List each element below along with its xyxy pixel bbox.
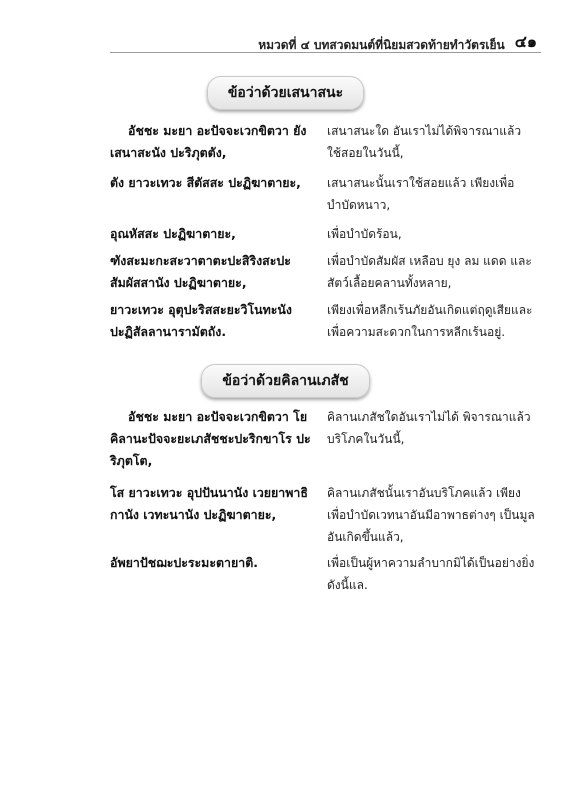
thai-translation: เสนาสนะนั้นเราใช้สอยแล้ว เพียงเพื่อบำบัดหนาว,	[327, 176, 515, 212]
thai-translation: คิลานเภสัชนั้นเราอันบริโภคแล้ว เพียงเพื่อบำบัดเวทนาอันมีอาพาธต่างๆ เป็นมูลอันเกิดขึ้นแล้ว,	[327, 486, 535, 544]
verse-row	[110, 406, 540, 472]
verse-row	[110, 552, 540, 596]
header-divider	[110, 52, 541, 53]
verse-row	[110, 299, 540, 343]
page-number: ๔๑	[514, 32, 537, 51]
verse-row	[110, 223, 540, 245]
section-heading-wrap	[0, 76, 571, 110]
thai-translation: เพื่อบำบัดร้อน,	[327, 227, 402, 241]
section-heading-wrap	[0, 364, 571, 398]
pali-text: ฑังสะมะกะสะวาตาตะปะสิริงสะปะสัมผัสสานัง ปะฏิฆาตายะ,	[110, 253, 291, 290]
thai-translation: คิลานเภสัชใดอันเราไม่ได้ พิจารณาแล้วบริโภคในวันนี้,	[327, 410, 531, 446]
thai-translation: เสนาสนะใด อันเราไม่ได้พิจารณาแล้ว ใช้สอยในวันนี้,	[327, 124, 522, 160]
running-title: หมวดที่ ๔ บทสวดมนต์ที่นิยมสวดท้ายทำวัตรเย็น	[258, 38, 505, 52]
pali-text: ยาวะเทวะ อุตุปะริสสะยะวิโนทะนัง ปะฏิสัลลานารามัตถัง.	[110, 302, 292, 339]
pali-text: อัชชะ มะยา อะปัจจะเวกขิตวา โย คิลานะปัจจะยะเภสัชชะปะริกขาโร ปะริภุตโต,	[110, 409, 311, 468]
pali-text: อัชชะ มะยา อะปัจจะเวกขิตวา ยัง เสนาสะนัง ปะริภุตตัง,	[110, 123, 307, 160]
pali-text: โส ยาวะเทวะ อุปปันนานัง เวยยาพาธิกานัง เวทะนานัง ปะฏิฆาตายะ,	[110, 485, 308, 522]
section-heading-medicine: ข้อว่าด้วยคิลานเภสัช	[201, 364, 369, 398]
pali-text: ตัง ยาวะเทวะ สีตัสสะ ปะฏิฆาตายะ,	[110, 175, 301, 190]
verse-row	[110, 482, 540, 548]
pali-text: อุณหัสสะ ปะฏิฆาตายะ,	[110, 226, 236, 241]
thai-translation: เพียงเพื่อหลีกเร้นภัยอันเกิดแต่ฤดูเสียและเพื่อความสะดวกในการหลีกเร้นอยู่.	[327, 303, 533, 339]
thai-translation: เพื่อบำบัดสัมผัส เหลือบ ยุง ลม แดด และสัตว์เลื้อยคลานทั้งหลาย,	[327, 254, 532, 290]
verse-row	[110, 172, 540, 216]
thai-translation: เพื่อเป็นผู้หาความลำบากมิได้เป็นอย่างยิ่ง ดังนี้แล.	[327, 556, 535, 592]
pali-text: อัพยาปัชฌะปะระมะตายาติ.	[110, 555, 258, 570]
section-heading-lodging: ข้อว่าด้วยเสนาสนะ	[207, 76, 364, 110]
verse-row	[110, 250, 540, 294]
verse-row	[110, 120, 540, 164]
